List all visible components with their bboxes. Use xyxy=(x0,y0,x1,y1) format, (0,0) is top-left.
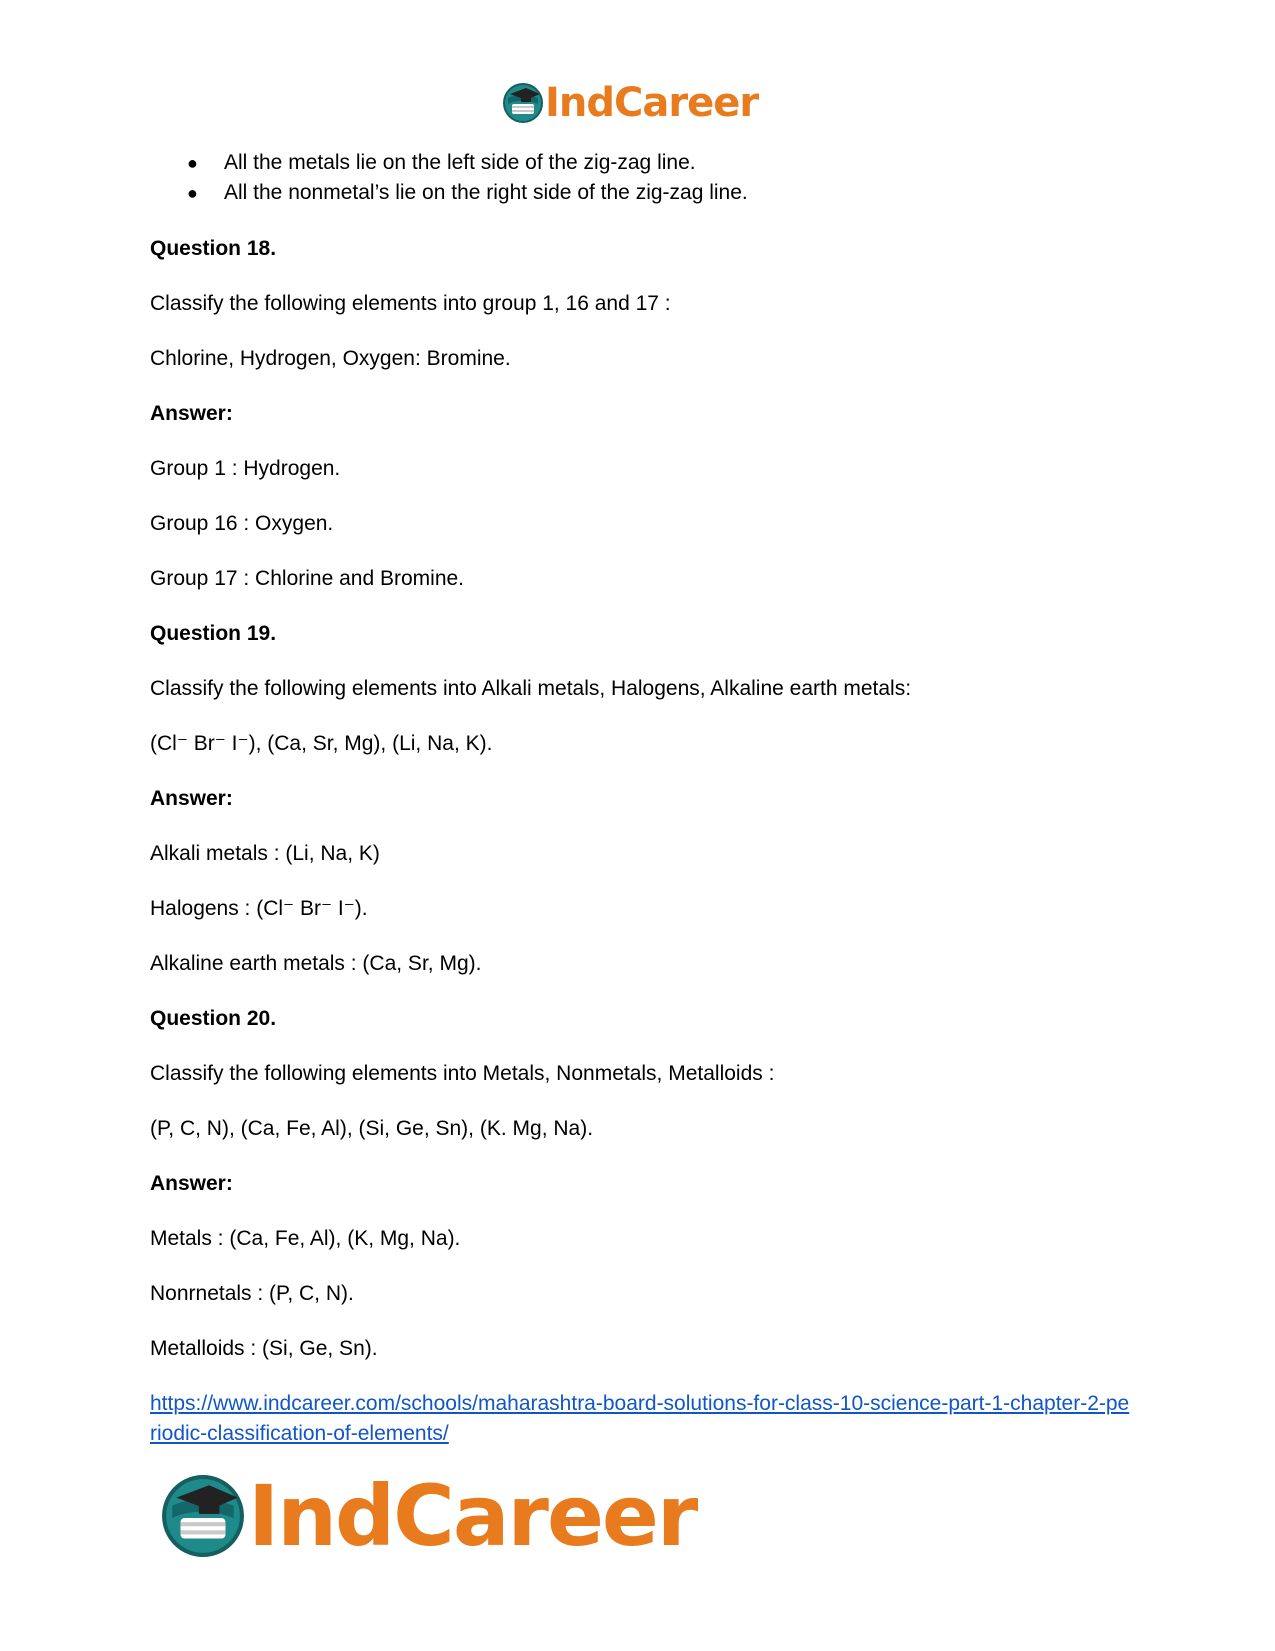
answer-18-line: Group 16 : Oxygen. xyxy=(150,512,334,535)
question-19-text: Classify the following elements into Alkali metals, Halogens, Alkaline earth metals: xyxy=(150,677,912,700)
brand-wordmark: IndCareer xyxy=(545,80,759,126)
answer-20-line: Metalloids : (Si, Ge, Sn). xyxy=(150,1337,378,1360)
question-18-elements: Chlorine, Hydrogen, Oxygen: Bromine. xyxy=(150,347,511,370)
footer-logo xyxy=(160,1468,696,1564)
question-20-text: Classify the following elements into Metals, Nonmetals, Metalloids : xyxy=(150,1062,775,1085)
answer-18-line: Group 17 : Chlorine and Bromine. xyxy=(150,567,465,590)
list-item xyxy=(187,178,1140,208)
answer-20-label: Answer: xyxy=(150,1172,233,1195)
answer-18-line: Group 1 : Hydrogen. xyxy=(150,457,341,480)
question-20-title: Question 20. xyxy=(150,1007,277,1030)
bullet-icon: ● xyxy=(187,153,198,173)
question-18-text: Classify the following elements into group 1, 16 and 17 : xyxy=(150,292,671,315)
globe-graduate-icon xyxy=(160,1473,246,1559)
answer-19-label: Answer: xyxy=(150,787,233,810)
brand-wordmark: IndCareer xyxy=(248,1467,697,1565)
question-19-title: Question 19. xyxy=(150,622,277,645)
answer-18-label: Answer: xyxy=(150,402,233,425)
source-link[interactable]: https://www.indcareer.com/schools/maharashtra-board-solutions-for-class-10-science-part-1-chapter-2-periodic-classification-of-elements/ xyxy=(150,1392,1130,1445)
bullet-icon: ● xyxy=(187,183,198,203)
answer-20-line: Metals : (Ca, Fe, Al), (K, Mg, Na). xyxy=(150,1227,461,1250)
question-18-title: Question 18. xyxy=(150,237,277,260)
answer-19-line: Halogens : (Cl⁻ Br⁻ I⁻). xyxy=(150,897,368,920)
list-item-text: All the metals lie on the left side of the zig-zag line. xyxy=(224,151,696,174)
globe-graduate-icon xyxy=(502,82,544,124)
question-20-elements: (P, C, N), (Ca, Fe, Al), (Si, Ge, Sn), (K. Mg, Na). xyxy=(150,1117,594,1140)
header-logo xyxy=(502,80,758,126)
question-19-elements: (Cl⁻ Br⁻ I⁻), (Ca, Sr, Mg), (Li, Na, K). xyxy=(150,732,493,755)
list-item-text: All the nonmetal’s lie on the right side of the zig-zag line. xyxy=(224,181,748,204)
answer-20-line: Nonrnetals : (P, C, N). xyxy=(150,1282,354,1305)
document-body xyxy=(150,148,1140,1449)
answer-19-line: Alkaline earth metals : (Ca, Sr, Mg). xyxy=(150,952,482,975)
bullet-list xyxy=(150,148,1140,208)
list-item xyxy=(187,148,1140,178)
answer-19-line: Alkali metals : (Li, Na, K) xyxy=(150,842,380,865)
